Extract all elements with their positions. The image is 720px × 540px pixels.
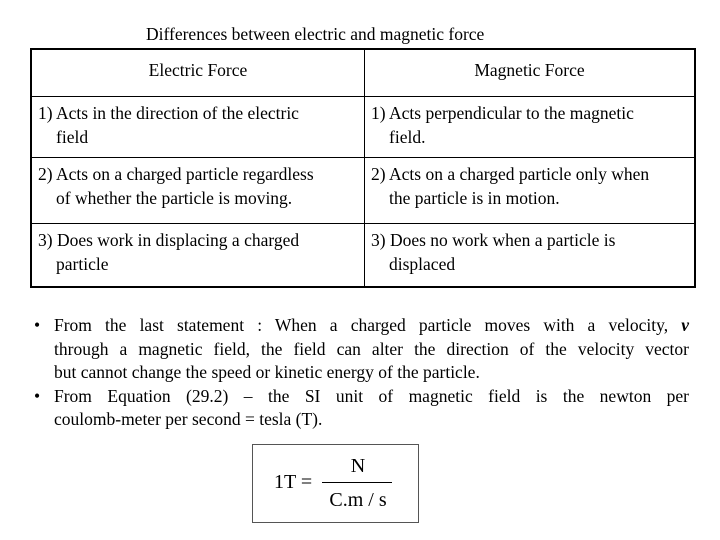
header-electric-force: Electric Force [32, 50, 365, 96]
cell-line: 2) Acts on a charged particle regardless [38, 164, 314, 184]
cell-line: 2) Acts on a charged particle only when [371, 164, 650, 184]
table-header-row [32, 50, 694, 97]
table-row [32, 97, 694, 158]
table-row [32, 158, 694, 224]
table-row [32, 224, 694, 286]
bullet-text: From the last statement : When a charged particle moves with a velocity, [54, 315, 669, 335]
cell-line: 1) Acts perpendicular to the magnetic [371, 103, 634, 123]
cell-line: 3) Does no work when a particle is [371, 230, 616, 250]
cell-line: field. [389, 127, 426, 147]
velocity-symbol: v [681, 315, 689, 335]
cell-line: displaced [389, 254, 456, 274]
bullet-icon: • [34, 315, 41, 335]
cell-line: particle [56, 254, 109, 274]
bullet-line [54, 314, 689, 338]
table-cell-electric [32, 97, 365, 157]
bullet-line: coulomb-meter per second = tesla (T). [54, 409, 323, 429]
bullet-item [30, 385, 689, 432]
cell-line: of whether the particle is moving. [56, 188, 293, 208]
comparison-table [30, 48, 696, 288]
table-cell-magnetic [365, 224, 694, 286]
bullet-line: From Equation (29.2) – the SI unit of magnetic field is the newton per [54, 385, 689, 406]
bullet-line: but cannot change the speed or kinetic energy of the particle. [54, 362, 480, 382]
tesla-formula-box [252, 444, 419, 523]
cell-line: the particle is in motion. [389, 188, 560, 208]
table-cell-magnetic [365, 97, 694, 157]
header-magnetic-force: Magnetic Force [474, 60, 585, 80]
table-cell-electric [32, 224, 365, 286]
table-cell-electric [32, 158, 365, 223]
slide-title: Differences between electric and magnetic force [146, 24, 485, 44]
formula-numerator: N [350, 455, 366, 477]
cell-line: 1) Acts in the direction of the electric [38, 103, 299, 123]
bullet-line: through a magnetic field, the field can alter the direction of the velocity vector [54, 338, 689, 359]
bullet-item [30, 314, 689, 385]
cell-line: field [56, 127, 89, 147]
fraction-bar [322, 482, 392, 483]
formula-lhs: 1T = [274, 471, 313, 493]
table-cell-magnetic [365, 158, 694, 223]
formula-denominator: C.m / s [329, 489, 387, 511]
cell-line: 3) Does work in displacing a charged [38, 230, 300, 250]
bullet-icon: • [34, 385, 41, 406]
bullet-list [30, 314, 689, 432]
